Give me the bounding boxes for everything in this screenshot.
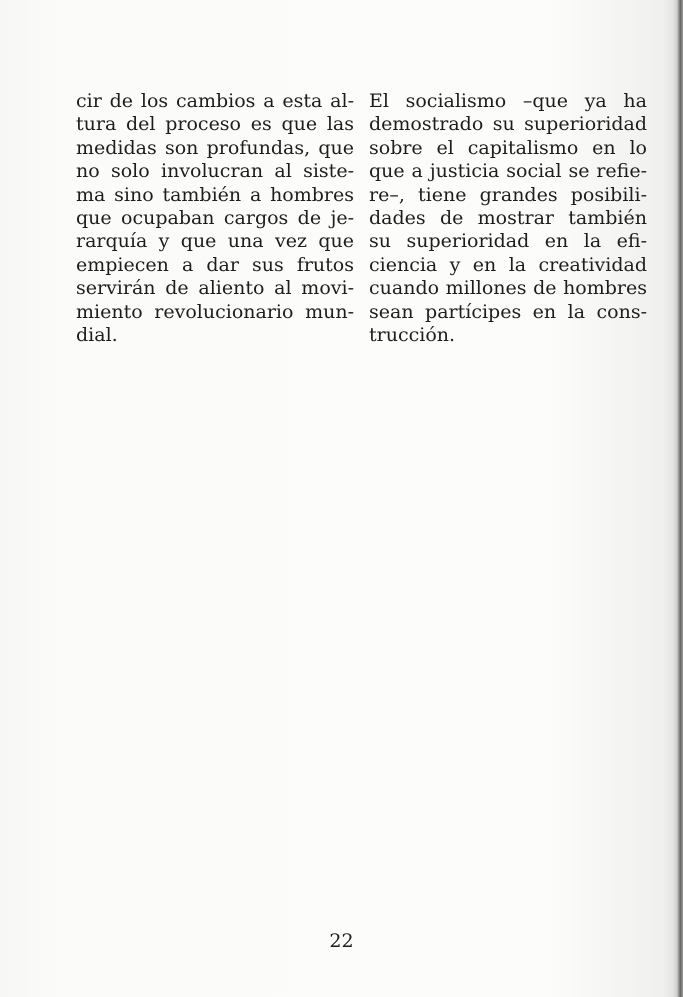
right-text-column	[369, 90, 647, 347]
text-line: cir de los cambios a esta al-	[76, 90, 354, 112]
text-line: rarquía y que una vez que	[76, 230, 354, 253]
left-text-column	[76, 90, 354, 347]
text-line: medidas son profundas, que	[76, 136, 354, 159]
text-line: que a justicia social se refie-	[369, 160, 647, 183]
page-number: 22	[329, 930, 354, 952]
text-line: su superioridad en la efi-	[369, 230, 647, 253]
text-line: demostrado su superioridad	[369, 113, 647, 136]
text-line: que ocupaban cargos de je-	[76, 206, 354, 229]
text-line: ciencia y en la creatividad	[369, 253, 647, 276]
page-edge-shadow	[673, 0, 683, 997]
text-line: miento revolucionario mun-	[76, 300, 354, 323]
text-line: servirán de aliento al movi-	[76, 277, 354, 300]
text-line: trucción.	[369, 323, 456, 346]
text-line: El socialismo –que ya ha	[369, 90, 647, 112]
text-line: ma sino también a hombres	[76, 183, 354, 206]
text-line: dial.	[76, 323, 118, 346]
text-line: cuando millones de hombres	[369, 277, 647, 300]
text-line: sean partícipes en la cons-	[369, 300, 647, 323]
text-line: tura del proceso es que las	[76, 113, 354, 136]
text-line: no solo involucran al siste-	[76, 160, 354, 183]
text-line: re–, tiene grandes posibili-	[369, 183, 647, 206]
text-line: sobre el capitalismo en lo	[369, 136, 647, 159]
text-line: empiecen a dar sus frutos	[76, 253, 354, 276]
text-line: dades de mostrar también	[369, 206, 647, 229]
